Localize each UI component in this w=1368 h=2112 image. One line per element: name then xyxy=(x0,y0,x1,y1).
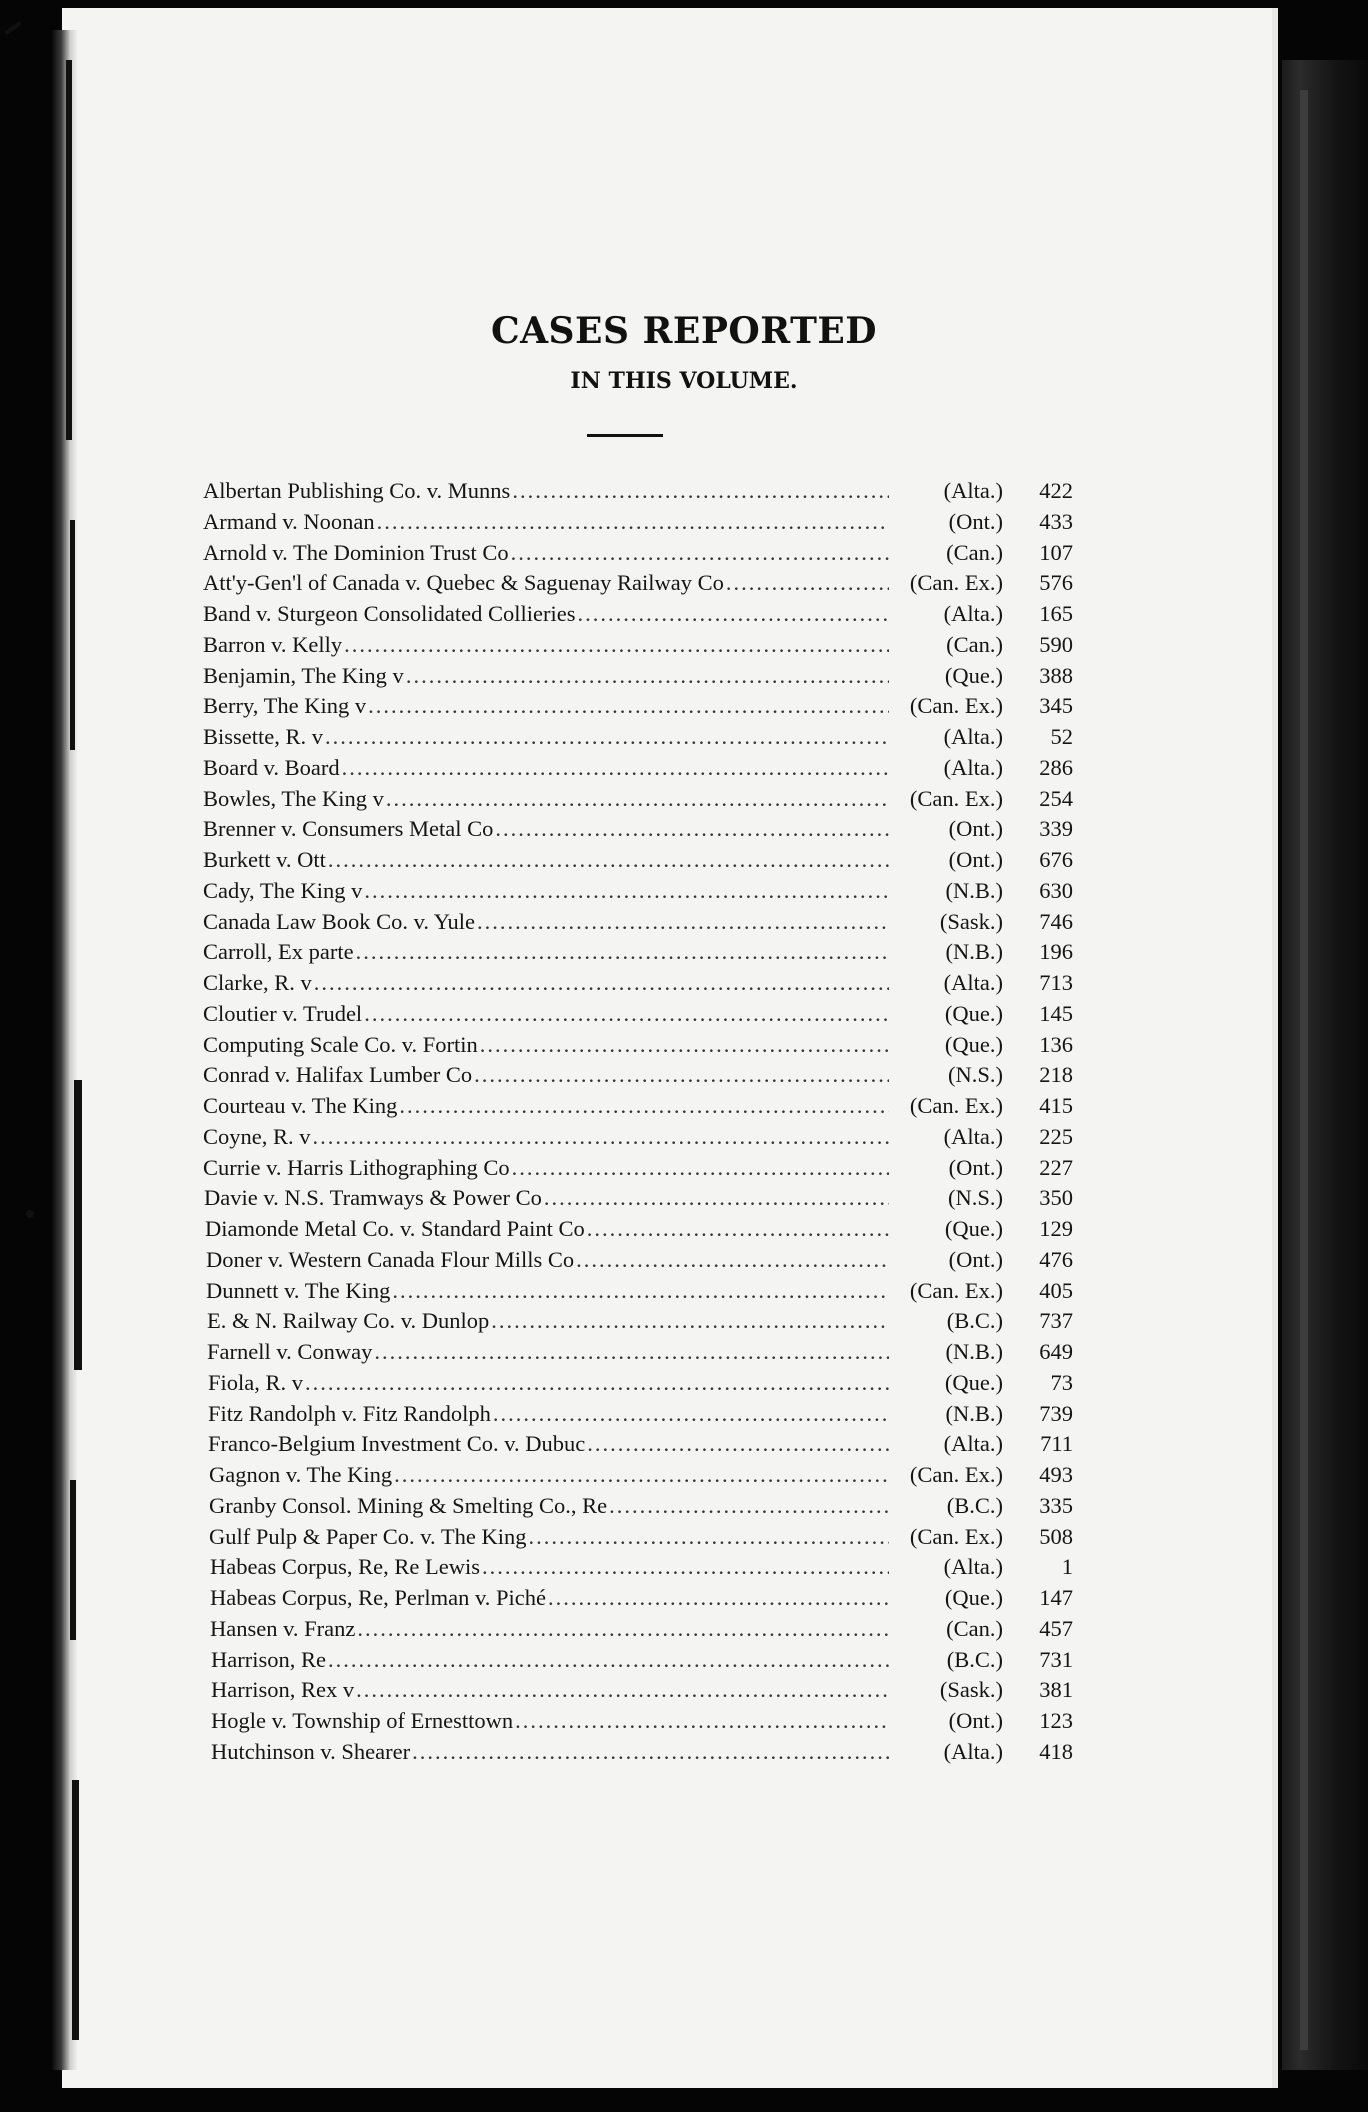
dot-leader xyxy=(394,1462,889,1488)
case-entry xyxy=(203,1647,1073,1678)
case-name: Att'y-Gen'l of Canada v. Quebec & Saguenay Railway Co xyxy=(203,570,724,596)
court-abbreviation: (B.C.) xyxy=(946,1646,1003,1672)
dot-leader xyxy=(305,1370,889,1396)
binding-speck xyxy=(74,1080,82,1370)
page-number: 676 xyxy=(1039,847,1073,872)
page-number: 422 xyxy=(1039,478,1073,503)
dot-leader xyxy=(356,939,889,965)
case-entry xyxy=(203,1493,1073,1524)
case-entry xyxy=(203,632,1073,663)
court-abbreviation: (Can. Ex.) xyxy=(909,785,1003,811)
case-entry xyxy=(203,1524,1073,1555)
court-abbreviation: (Can. Ex.) xyxy=(909,1093,1003,1118)
case-name: Cady, The King v xyxy=(203,877,363,903)
court-abbreviation: (Can.) xyxy=(946,631,1003,657)
case-entry xyxy=(203,1093,1073,1124)
dot-leader xyxy=(482,1554,889,1580)
court-abbreviation: (Ont.) xyxy=(948,508,1003,534)
case-entry xyxy=(203,1308,1073,1339)
case-entry xyxy=(203,1616,1073,1647)
page-number: 1 xyxy=(1061,1554,1073,1580)
dot-leader xyxy=(544,1185,889,1211)
case-name: Hansen v. Franz xyxy=(210,1615,356,1641)
case-entry xyxy=(203,909,1073,940)
case-entry xyxy=(203,1155,1073,1186)
case-entry xyxy=(203,939,1073,970)
case-name: Courteau v. The King xyxy=(203,1093,398,1118)
court-abbreviation: (Can. Ex.) xyxy=(909,1523,1003,1549)
case-entry xyxy=(203,1431,1073,1462)
case-entry xyxy=(203,1124,1073,1155)
court-abbreviation: (Alta.) xyxy=(943,754,1003,780)
court-abbreviation: (Alta.) xyxy=(943,478,1003,503)
case-name: Board v. Board xyxy=(203,754,340,780)
case-entry xyxy=(203,1370,1073,1401)
dot-leader xyxy=(511,540,889,566)
case-name: Bissette, R. v xyxy=(203,724,324,749)
page-number: 711 xyxy=(1040,1431,1073,1457)
page-number: 405 xyxy=(1039,1277,1073,1303)
case-name: Brenner v. Consumers Metal Co xyxy=(203,816,494,842)
case-entry xyxy=(203,1739,1073,1770)
case-entry xyxy=(203,847,1073,878)
case-name: Coyne, R. v xyxy=(203,1123,311,1149)
cases-list xyxy=(203,478,1073,1770)
page-number: 136 xyxy=(1039,1031,1073,1057)
page-number: 493 xyxy=(1039,1462,1073,1487)
case-name: Granby Consol. Mining & Smelting Co., Re xyxy=(209,1492,608,1518)
court-abbreviation: (Can.) xyxy=(946,1615,1003,1641)
case-name: Farnell v. Conway xyxy=(207,1339,373,1364)
case-name: Armand v. Noonan xyxy=(203,508,375,534)
case-name: Canada Law Book Co. v. Yule xyxy=(203,908,476,934)
dot-leader xyxy=(515,1708,889,1734)
case-name: Dunnett v. The King xyxy=(206,1277,391,1303)
page-number: 630 xyxy=(1039,877,1073,903)
case-name: Carroll, Ex parte xyxy=(203,939,354,965)
case-entry xyxy=(203,1032,1073,1063)
court-abbreviation: (Que.) xyxy=(944,662,1003,688)
dot-leader xyxy=(368,693,889,719)
case-entry xyxy=(203,1247,1073,1278)
page-number: 335 xyxy=(1039,1492,1073,1518)
court-abbreviation: (Sask.) xyxy=(939,908,1003,934)
dot-leader xyxy=(480,1032,889,1058)
case-entry xyxy=(203,1462,1073,1493)
case-entry xyxy=(203,509,1073,540)
court-abbreviation: (Can. Ex.) xyxy=(909,1277,1003,1303)
court-abbreviation: (Alta.) xyxy=(943,970,1003,995)
dot-leader xyxy=(377,509,889,535)
dot-leader xyxy=(609,1493,889,1519)
court-abbreviation: (Ont.) xyxy=(948,1154,1003,1180)
page-number: 196 xyxy=(1039,939,1073,965)
page-number: 107 xyxy=(1039,539,1073,565)
page-number: 457 xyxy=(1039,1615,1073,1641)
case-entry xyxy=(203,1339,1073,1370)
court-abbreviation: (N.S.) xyxy=(948,1185,1003,1211)
court-abbreviation: (N.B.) xyxy=(945,877,1003,903)
case-entry xyxy=(203,878,1073,909)
court-abbreviation: (Alta.) xyxy=(943,1123,1003,1149)
case-entry xyxy=(203,1062,1073,1093)
case-entry xyxy=(203,1401,1073,1432)
case-entry xyxy=(203,693,1073,724)
corner-mark xyxy=(4,21,21,35)
case-entry xyxy=(203,570,1073,601)
case-entry xyxy=(203,601,1073,632)
dot-leader xyxy=(386,786,889,812)
dot-leader xyxy=(364,1001,889,1027)
court-abbreviation: (N.B.) xyxy=(945,1400,1003,1426)
dot-leader xyxy=(495,816,889,842)
case-name: Clarke, R. v xyxy=(203,970,312,995)
dot-leader xyxy=(576,1247,889,1273)
case-name: Harrison, Re xyxy=(211,1646,326,1672)
dot-leader xyxy=(325,724,889,750)
page-number: 73 xyxy=(1050,1369,1073,1395)
case-entry xyxy=(203,786,1073,817)
court-abbreviation: (N.B.) xyxy=(945,1339,1003,1364)
case-entry xyxy=(203,540,1073,571)
case-name: Davie v. N.S. Tramways & Power Co xyxy=(204,1185,542,1211)
dot-leader xyxy=(356,1677,889,1703)
dot-leader xyxy=(548,1585,889,1611)
case-entry xyxy=(203,1677,1073,1708)
case-entry xyxy=(203,1278,1073,1309)
case-name: Habeas Corpus, Re, Perlman v. Piché xyxy=(210,1585,546,1610)
page-number: 350 xyxy=(1039,1185,1073,1211)
court-abbreviation: (Ont.) xyxy=(948,1708,1003,1733)
court-abbreviation: (Ont.) xyxy=(948,816,1003,842)
case-name: Franco-Belgium Investment Co. v. Dubuc xyxy=(208,1431,586,1457)
page-number: 254 xyxy=(1039,785,1073,811)
case-name: Doner v. Western Canada Flour Mills Co xyxy=(206,1246,575,1272)
dot-leader xyxy=(412,1739,889,1765)
page-number: 731 xyxy=(1039,1646,1073,1672)
case-name: Diamonde Metal Co. v. Standard Paint Co xyxy=(205,1216,585,1241)
case-name: Benjamin, The King v xyxy=(203,662,404,688)
case-entry xyxy=(203,1185,1073,1216)
case-name: Hutchinson v. Shearer xyxy=(211,1738,411,1764)
court-abbreviation: (Que.) xyxy=(944,1216,1003,1241)
case-entry xyxy=(203,755,1073,786)
case-name: Fitz Randolph v. Fitz Randolph xyxy=(208,1400,491,1426)
page-number: 147 xyxy=(1039,1585,1073,1610)
page-number: 590 xyxy=(1039,631,1073,657)
court-abbreviation: (Alta.) xyxy=(943,724,1003,749)
dot-leader xyxy=(328,847,889,873)
dot-leader xyxy=(474,1062,889,1088)
case-entry xyxy=(203,478,1073,509)
court-abbreviation: (Alta.) xyxy=(943,1554,1003,1580)
case-entry xyxy=(203,1585,1073,1616)
case-name: Currie v. Harris Lithographing Co xyxy=(203,1154,510,1180)
dot-leader xyxy=(406,663,889,689)
case-name: Barron v. Kelly xyxy=(203,631,343,657)
dot-leader xyxy=(342,755,889,781)
title-rule xyxy=(587,434,663,437)
page-number: 227 xyxy=(1039,1154,1073,1180)
court-abbreviation: (Que.) xyxy=(944,1369,1003,1395)
page-number: 415 xyxy=(1039,1093,1073,1118)
case-name: Harrison, Rex v xyxy=(211,1677,355,1703)
page-number: 129 xyxy=(1039,1216,1073,1241)
page-title: CASES REPORTED xyxy=(490,310,878,352)
dot-leader xyxy=(512,1155,889,1181)
dot-leader xyxy=(399,1093,889,1119)
binding-speck xyxy=(70,520,75,750)
dot-leader xyxy=(392,1278,889,1304)
court-abbreviation: (Alta.) xyxy=(943,601,1003,626)
court-abbreviation: (B.C.) xyxy=(946,1308,1003,1334)
page-number: 388 xyxy=(1039,662,1073,688)
dot-leader xyxy=(344,632,889,658)
book-cover-edge xyxy=(1282,60,1368,2070)
court-abbreviation: (Can. Ex.) xyxy=(909,570,1003,596)
case-name: Conrad v. Halifax Lumber Co xyxy=(203,1062,473,1088)
page-number: 345 xyxy=(1039,693,1073,719)
dot-leader xyxy=(364,878,889,904)
case-name: Albertan Publishing Co. v. Munns xyxy=(203,478,511,503)
case-entry xyxy=(203,816,1073,847)
dot-leader xyxy=(528,1524,889,1550)
court-abbreviation: (N.S.) xyxy=(948,1062,1003,1088)
case-name: Arnold v. The Dominion Trust Co xyxy=(203,539,509,565)
court-abbreviation: (Alta.) xyxy=(943,1738,1003,1764)
case-entry xyxy=(203,1554,1073,1585)
binding-speck xyxy=(72,1780,79,2040)
case-entry xyxy=(203,1001,1073,1032)
case-name: Burkett v. Ott xyxy=(203,847,326,872)
page-number: 225 xyxy=(1039,1123,1073,1149)
court-abbreviation: (Can. Ex.) xyxy=(909,1462,1003,1487)
court-abbreviation: (Can. Ex.) xyxy=(909,693,1003,719)
page-number: 739 xyxy=(1039,1400,1073,1426)
case-name: Fiola, R. v xyxy=(208,1369,304,1395)
case-name: Band v. Sturgeon Consolidated Collieries xyxy=(203,601,576,626)
margin-dot xyxy=(26,1210,34,1218)
court-abbreviation: (Ont.) xyxy=(948,847,1003,872)
page-number: 737 xyxy=(1039,1308,1073,1334)
case-name: Gagnon v. The King xyxy=(209,1462,393,1487)
page-number: 508 xyxy=(1039,1523,1073,1549)
case-name: Habeas Corpus, Re, Re Lewis xyxy=(210,1554,480,1580)
page-number: 476 xyxy=(1039,1246,1073,1272)
case-name: Hogle v. Township of Ernesttown xyxy=(211,1708,514,1733)
page-subtitle: IN THIS VOLUME. xyxy=(570,368,798,394)
page-number: 433 xyxy=(1039,508,1073,534)
case-name: Berry, The King v xyxy=(203,693,367,719)
page-number: 52 xyxy=(1050,724,1073,749)
court-abbreviation: (N.B.) xyxy=(945,939,1003,965)
dot-leader xyxy=(328,1647,889,1673)
page-number: 381 xyxy=(1039,1677,1073,1703)
court-abbreviation: (Can.) xyxy=(946,539,1003,565)
dot-leader xyxy=(357,1616,889,1642)
dot-leader xyxy=(512,478,889,504)
case-name: Cloutier v. Trudel xyxy=(203,1000,363,1026)
case-entry xyxy=(203,663,1073,694)
dot-leader xyxy=(313,1124,889,1150)
case-name: E. & N. Railway Co. v. Dunlop xyxy=(207,1308,490,1334)
page-number: 165 xyxy=(1039,601,1073,626)
dot-leader xyxy=(726,570,889,596)
case-name: Gulf Pulp & Paper Co. v. The King xyxy=(209,1523,527,1549)
page-number: 123 xyxy=(1039,1708,1073,1733)
dot-leader xyxy=(587,1431,889,1457)
case-name: Bowles, The King v xyxy=(203,785,384,811)
page-number: 418 xyxy=(1039,1738,1073,1764)
dot-leader xyxy=(577,601,889,627)
page-number: 339 xyxy=(1039,816,1073,842)
page-number: 746 xyxy=(1039,908,1073,934)
court-abbreviation: (Sask.) xyxy=(939,1677,1003,1703)
page-number: 218 xyxy=(1039,1062,1073,1088)
dot-leader xyxy=(587,1216,889,1242)
case-entry xyxy=(203,1216,1073,1247)
dot-leader xyxy=(491,1308,889,1334)
case-entry xyxy=(203,970,1073,1001)
page-number: 576 xyxy=(1039,570,1073,596)
page-number: 286 xyxy=(1039,754,1073,780)
case-entry xyxy=(203,724,1073,755)
page-number: 713 xyxy=(1039,970,1073,995)
dot-leader xyxy=(374,1339,889,1365)
case-entry xyxy=(203,1708,1073,1739)
court-abbreviation: (Que.) xyxy=(944,1585,1003,1610)
dot-leader xyxy=(493,1401,889,1427)
page-number: 145 xyxy=(1039,1000,1073,1026)
case-name: Computing Scale Co. v. Fortin xyxy=(203,1031,478,1057)
court-abbreviation: (Que.) xyxy=(944,1031,1003,1057)
court-abbreviation: (Ont.) xyxy=(948,1246,1003,1272)
dot-leader xyxy=(477,909,889,935)
court-abbreviation: (Alta.) xyxy=(943,1431,1003,1457)
dot-leader xyxy=(314,970,889,996)
court-abbreviation: (B.C.) xyxy=(946,1492,1003,1518)
page-number: 649 xyxy=(1039,1339,1073,1364)
binding-speck xyxy=(70,1480,76,1640)
court-abbreviation: (Que.) xyxy=(944,1000,1003,1026)
